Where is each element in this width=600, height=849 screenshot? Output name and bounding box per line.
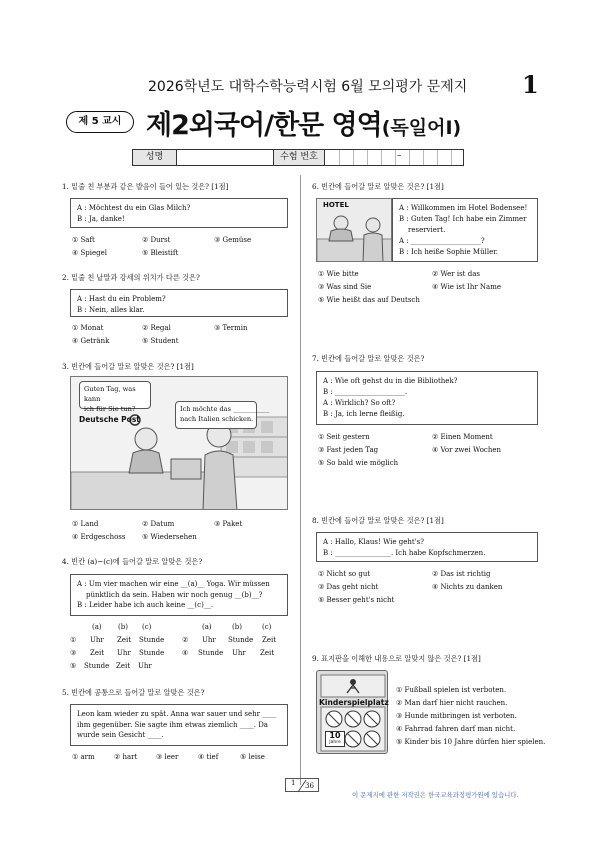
exam-title: 2026학년도 대학수학능력시험 6월 모의평가 문제지	[148, 79, 468, 95]
q4-dialog-box	[70, 574, 288, 616]
q1-option-3[interactable]: ③ Gemüse	[214, 236, 252, 244]
q6-hotel-illustration	[316, 198, 392, 262]
q4-line-b: B : Leider habe ich auch keine __(c)__.	[77, 601, 214, 609]
subject-main: 제2외국어/한문 영역	[146, 110, 382, 141]
page-slash	[286, 779, 320, 793]
q3-option-4[interactable]: ④ Erdgeschoss	[72, 533, 126, 541]
q9-playground-sign	[316, 670, 388, 754]
q3-option-2[interactable]: ② Datum	[142, 520, 175, 528]
q7-option-3[interactable]: ③ Fast jeden Tag	[318, 446, 379, 454]
q4-head-c-right: (c)	[262, 623, 272, 631]
q6-stem: 6. 빈칸에 들어갈 말로 알맞은 것은? [1점]	[312, 182, 444, 191]
q1-line-a: A : Möchtest du ein Glas Milch?	[77, 204, 191, 212]
q5-option-4[interactable]: ④ tief	[198, 753, 219, 761]
q6-hotel-sign: HOTEL	[323, 201, 349, 209]
period-label: 제 5 교시	[78, 116, 122, 127]
q8-option-2[interactable]: ② Das ist richtig	[432, 570, 491, 578]
q2-line-a: A : Hast du ein Problem?	[77, 295, 166, 303]
q8-dialog-box: A : Hallo, Klaus! Wie geht's? B : ________________. Ich habe Kopfschmerzen.	[316, 532, 538, 562]
subject-title	[146, 103, 461, 142]
name-id-row	[132, 149, 464, 166]
q4-option-3[interactable]: ③ Zeit Uhr Stunde	[70, 649, 165, 657]
page-total: 36	[305, 782, 314, 790]
q8-option-3[interactable]: ③ Das geht nicht	[318, 583, 379, 591]
q7-option-5[interactable]: ⑤ So bald wie möglich	[318, 459, 399, 467]
q7-option-4[interactable]: ④ Vor zwei Wochen	[432, 446, 501, 454]
id-field[interactable]	[325, 150, 465, 165]
q3-option-3[interactable]: ③ Paket	[214, 520, 243, 528]
q3-option-5[interactable]: ⑤ Wiedersehen	[142, 533, 197, 541]
id-label: 수험 번호	[273, 150, 325, 165]
q8-option-4[interactable]: ④ Nichts zu danken	[432, 583, 503, 591]
q5-option-3[interactable]: ③ leer	[156, 753, 179, 761]
name-field[interactable]	[177, 150, 273, 165]
q4-stem: 4. 빈칸 (a)~(c)에 들어갈 말로 알맞은 것은?	[62, 557, 203, 566]
q6-option-4[interactable]: ④ Wie ist Ihr Name	[432, 283, 501, 291]
q4-head-c-left: (c)	[142, 623, 152, 631]
q1-line-b: B : Ja, danke!	[77, 214, 125, 223]
q5-option-1[interactable]: ① arm	[72, 753, 95, 761]
q3-stem: 3. 빈칸에 들어갈 말로 알맞은 것은? [1점]	[62, 362, 194, 371]
q4-option-2[interactable]: ② Uhr Stunde Zeit	[182, 636, 277, 644]
q2-stem: 2. 밑줄 친 낱말과 강세의 위치가 다른 것은?	[62, 273, 200, 282]
q2-dialog-box	[70, 289, 288, 317]
q6-option-5[interactable]: ⑤ Wie heißt das auf Deutsch	[318, 296, 420, 304]
q5-text-box: Leon kam wieder zu spät. Anna war sauer und sehr ____ ihm gegenüber. Sie sagte ihm etwas ziemlich ____. Da wurde sein Gesicht ____.	[70, 704, 288, 746]
column-divider	[300, 175, 301, 785]
q1-option-5[interactable]: ⑤ Bleistift	[142, 249, 179, 257]
q2-option-1[interactable]: ① Monat	[72, 324, 104, 332]
q6-option-3[interactable]: ③ Was sind Sie	[318, 283, 372, 291]
q3-post-sign: Deutsche Post	[79, 415, 140, 424]
subject-sub: (독일어Ⅰ)	[381, 117, 462, 139]
q7-option-1[interactable]: ① Seit gestern	[318, 433, 370, 441]
q4-head-a-left: (a)	[92, 623, 102, 631]
q9-option-1[interactable]: ① Fußball spielen ist verboten.	[396, 686, 507, 694]
q3-post-office-illustration	[70, 376, 288, 510]
q1-stem: 1. 밑줄 친 부분과 같은 발음이 들어 있는 것은? [1점]	[62, 182, 229, 191]
q4-line-a2: pünktlich da sein. Haben wir noch genug __(b)__?	[86, 590, 263, 599]
q9-age-badge: 10 Jahre	[325, 731, 345, 747]
q9-sign-title: Kinderspielplatz	[319, 698, 389, 707]
q2-option-2[interactable]: ② Regal	[142, 324, 171, 332]
q9-stem: 9. 표지판을 이해한 내용으로 알맞지 않은 것은? [1점]	[312, 654, 481, 663]
q4-line-a1: A : Um vier machen wir eine __(a)__ Yoga. Wir müssen	[77, 580, 270, 588]
q5-option-2[interactable]: ② hart	[114, 753, 138, 761]
q9-option-4[interactable]: ④ Fahrrad fahren darf man nicht.	[396, 725, 516, 733]
q6-option-1[interactable]: ① Wie bitte	[318, 270, 359, 278]
q1-option-4[interactable]: ④ Spiegel	[72, 249, 108, 257]
q1-option-1[interactable]: ① Saft	[72, 236, 95, 244]
name-label: 성명	[133, 150, 177, 165]
q2-option-5[interactable]: ⑤ Student	[142, 337, 179, 345]
q7-dialog-box: A : Wie oft gehst du in die Bibliothek? B : ____________________. A : Wirklich? So oft? B : Ja, ich lerne fleißig.	[316, 371, 538, 425]
q6-dialog-box: A : Willkommen im Hotel Bodensee! B : Guten Tag! Ich habe ein Zimmer reserviert. A : ____________________? B : Ich heiße Sophie Müller.	[392, 198, 538, 262]
page-number-box	[285, 778, 319, 792]
q1-dialog-box	[70, 198, 288, 228]
q4-option-5[interactable]: ⑤ Stunde Zeit Uhr	[70, 662, 152, 670]
period-badge	[66, 111, 134, 133]
q5-option-5[interactable]: ⑤ leise	[240, 753, 265, 761]
q1-option-2[interactable]: ② Durst	[142, 236, 171, 244]
q9-option-3[interactable]: ③ Hunde mitbringen ist verboten.	[396, 712, 517, 720]
q7-stem: 7. 빈칸에 들어갈 말로 알맞은 것은?	[312, 354, 425, 363]
copyright-notice: 이 문제지에 관한 저작권은 한국교육과정평가원에 있습니다.	[352, 791, 519, 799]
q2-line-b: B : Nein, alles klar.	[77, 305, 145, 314]
q8-option-1[interactable]: ① Nicht so gut	[318, 570, 371, 578]
id-dash: –	[397, 151, 402, 161]
q9-option-2[interactable]: ② Man darf hier nicht rauchen.	[396, 699, 508, 707]
q3-bubble-customer: Ich möchte das ___________ nach Italien schicken.	[175, 401, 257, 429]
q9-option-5[interactable]: ⑤ Kinder bis 10 Jahre dürfen hier spielen.	[396, 738, 546, 746]
page-number: 1	[291, 779, 296, 787]
q2-option-3[interactable]: ③ Termin	[214, 324, 248, 332]
q4-option-1[interactable]: ① Uhr Zeit Stunde	[70, 636, 165, 644]
q4-head-a-right: (a)	[202, 623, 212, 631]
q4-head-b-right: (b)	[232, 623, 242, 631]
q3-option-1[interactable]: ① Land	[72, 520, 99, 528]
q8-option-5[interactable]: ⑤ Besser geht's nicht	[318, 596, 395, 604]
q6-option-2[interactable]: ② Wer ist das	[432, 270, 480, 278]
q3-bubble-clerk: Guten Tag, was kann ich für Sie tun?	[79, 381, 151, 409]
q4-option-4[interactable]: ④ Stunde Uhr Zeit	[182, 649, 275, 657]
q2-option-4[interactable]: ④ Getränk	[72, 337, 110, 345]
page-corner-number: 1	[522, 70, 539, 99]
q7-option-2[interactable]: ② Einen Moment	[432, 433, 493, 441]
q8-stem: 8. 빈칸에 들어갈 말로 알맞은 것은? [1점]	[312, 516, 444, 525]
q5-stem: 5. 빈칸에 공통으로 들어갈 말로 알맞은 것은?	[62, 688, 205, 697]
q4-head-b-left: (b)	[118, 623, 128, 631]
